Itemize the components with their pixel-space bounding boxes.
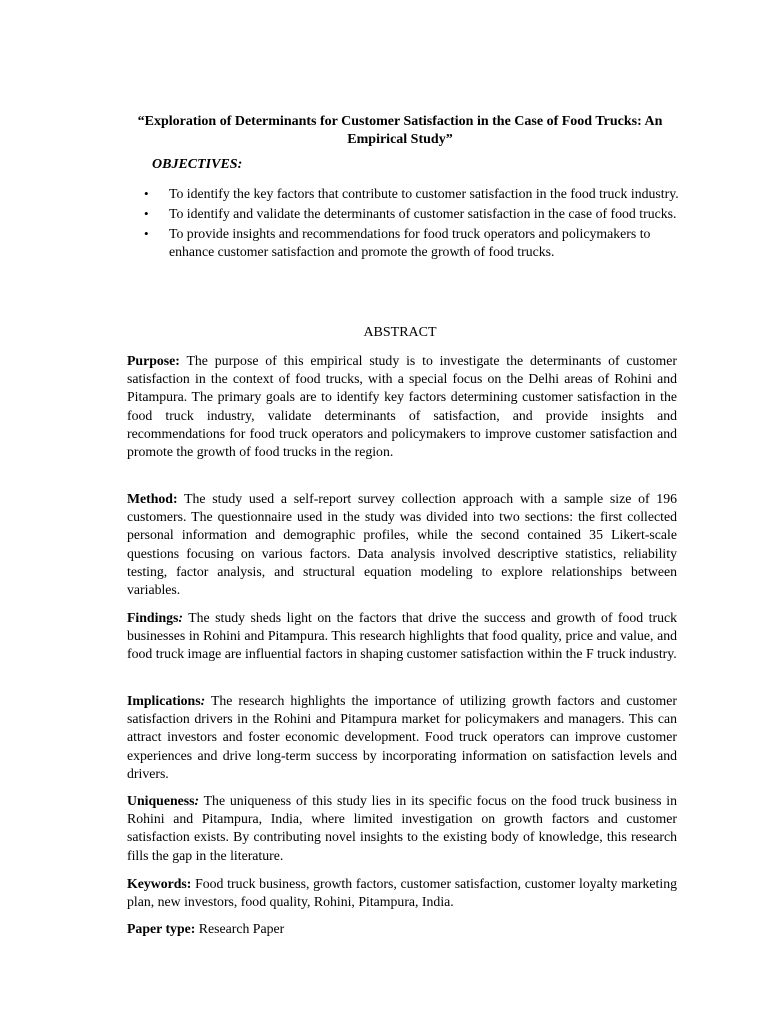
bullet-icon: • [144,186,149,201]
keywords-text: Food truck business, growth factors, customer satisfaction, customer loyalty marketing plan, new investors, food quality, Rohini, Pitampura, India. [127,876,677,910]
uniqueness-colon: : [194,793,200,808]
findings-label: Findings [127,610,179,625]
objective-item [142,225,682,261]
implications-paragraph [127,692,677,783]
purpose-text: The purpose of this empirical study is to investigate the determinants of customer satisfaction in the context of food trucks, with a special focus on the Delhi areas of Rohini and Pitampura. The primary goals are to identify key factors determining customer satisfaction in the food truck industry, validate determinants of satisfaction, and provide insights and recommendations for food truck operators and policymakers to improve customer satisfaction and promote the growth of food trucks in the region. [127,353,677,460]
objectives-list [142,185,682,263]
implications-label: Implications [127,693,201,708]
keywords-paragraph [127,875,677,911]
objective-text: To identify the key factors that contribute to customer satisfaction in the food truck industry. [169,186,679,201]
objectives-heading: OBJECTIVES: [152,157,243,172]
findings-colon: : [178,610,183,625]
objective-item [142,205,682,223]
findings-paragraph [127,609,677,664]
purpose-paragraph [127,352,677,461]
paper-type-text: Research Paper [195,921,285,936]
paper-type-label: Paper type: [127,921,196,936]
method-text: The study used a self-report survey collection approach with a sample size of 196 customers. The questionnaire used in the study was divided into two sections: the first collected personal information and demographic profiles, while the second contained 35 Likert-scale questions focusing on various factors. Data analysis involved descriptive statistics, reliability testing, factor analysis, and structural equation modeling to explore relationships between variables. [127,491,677,598]
keywords-label: Keywords: [127,876,192,891]
uniqueness-paragraph [127,792,677,865]
uniqueness-label: Uniqueness [127,793,195,808]
objective-item [142,185,682,203]
implications-colon: : [200,693,206,708]
document-title: “Exploration of Determinants for Customer Satisfaction in the Case of Food Trucks: An Empirical Study” [137,114,663,147]
implications-text: The research highlights the importance of utilizing growth factors and customer satisfaction drivers in the Rohini and Pitampura market for policymakers and managers. This can attract investors and foster economic development. Food truck operators can improve customer experiences and drive long-term success by incorporating information on satisfaction levels and drivers. [127,693,677,781]
findings-text: The study sheds light on the factors that drive the success and growth of food truck businesses in Rohini and Pitampura. This research highlights that food quality, price and value, and food truck image are influential factors in shaping customer satisfaction within the F truck industry. [127,610,677,662]
abstract-heading: ABSTRACT [363,325,437,340]
purpose-label: Purpose: [127,353,180,368]
bullet-icon: • [144,206,149,221]
bullet-icon: • [144,226,149,241]
uniqueness-text: The uniqueness of this study lies in its specific focus on the food truck business in Rohini and Pitampura, India, where limited investigation on growth factors and customer satisfaction exists. By contributing novel insights to the existing body of knowledge, this research fills the gap in the literature. [127,793,677,863]
objective-text: To identify and validate the determinants of customer satisfaction in the case of food trucks. [169,206,677,221]
objective-text: To provide insights and recommendations for food truck operators and policymakers to enhance customer satisfaction and promote the growth of food trucks. [169,226,651,259]
method-label: Method: [127,491,178,506]
method-paragraph [127,490,677,599]
paper-type-paragraph [127,920,677,938]
